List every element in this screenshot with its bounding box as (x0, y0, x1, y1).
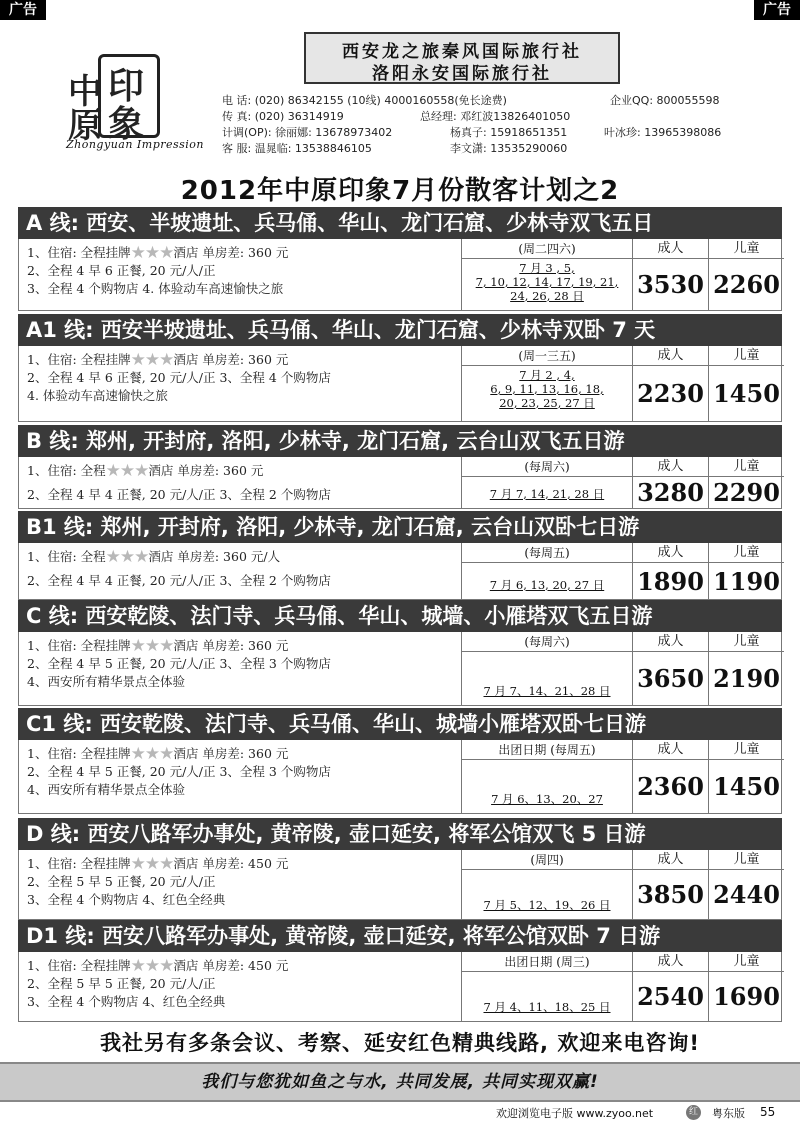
route-body (18, 740, 782, 814)
adult-price: 3280 (632, 477, 708, 509)
room-supplement: 酒店 单房差: 360 元 (173, 746, 289, 761)
route-desc-line: 2、全程 5 早 5 正餐, 20 元/人/正 (27, 976, 216, 991)
schedule-label: (每周六) (462, 457, 632, 477)
schedule-label: 出团日期 (周三) (462, 952, 632, 972)
adult-price: 3850 (632, 870, 708, 920)
accommodation-label: 1、住宿: 全程挂牌 (27, 856, 131, 871)
departure-dates: 7 月 3 , 5, (519, 261, 575, 275)
route-desc-line: 2、全程 5 早 5 正餐, 20 元/人/正 (27, 874, 216, 889)
route-desc-line: 2、全程 4 早 5 正餐, 20 元/人/正 3、全程 3 个购物店 (27, 764, 331, 779)
adult-column-header: 成人 (632, 346, 708, 366)
price-grid (461, 457, 783, 508)
route-desc-line: 4. 体验动车高速愉快之旅 (27, 388, 168, 403)
route-body (18, 850, 782, 920)
child-column-header: 儿童 (708, 346, 784, 366)
departure-dates: 7 月 7, 14, 21, 28 日 (489, 487, 605, 501)
child-price: 1690 (708, 972, 784, 1022)
child-price: 1190 (708, 563, 784, 600)
route-desc-line (27, 243, 288, 263)
badge-icon: 红 (686, 1105, 701, 1120)
adult-column-header: 成人 (632, 632, 708, 652)
adult-column-header: 成人 (632, 740, 708, 760)
star-rating-icon: ★★★ (130, 636, 174, 656)
zhongyuan-impression-logo (62, 50, 205, 160)
child-column-header: 儿童 (708, 543, 784, 563)
route-desc-line (27, 636, 288, 656)
price-grid (461, 850, 783, 919)
child-price: 2190 (708, 652, 784, 706)
route-title: C 线: 西安乾陵、法门寺、兵马俑、华山、城墙、小雁塔双飞五日游 (18, 600, 782, 632)
footer-slogan: 我社另有多条会议、考察、延安红色精典线路, 欢迎来电咨询! (100, 1031, 700, 1055)
route-desc-line (27, 461, 263, 481)
route-title: C1 线: 西安乾陵、法门寺、兵马俑、华山、城墙小雁塔双卧七日游 (18, 708, 782, 740)
route-desc-line: 2、全程 4 早 6 正餐, 20 元/人/正 (27, 263, 216, 278)
route-section (18, 818, 782, 920)
departure-dates: 7 月 6、13、20、27 (491, 792, 603, 806)
child-column-header: 儿童 (708, 740, 784, 760)
adult-price: 3650 (632, 652, 708, 706)
adult-column-header: 成人 (632, 239, 708, 259)
departure-dates: 20, 23, 25, 27 日 (499, 396, 595, 410)
departure-dates: 7, 10, 12, 14, 17, 19, 21, (475, 275, 619, 289)
route-section (18, 511, 782, 600)
route-section (18, 314, 782, 422)
accommodation-label: 1、住宿: 全程挂牌 (27, 958, 131, 973)
accommodation-label: 1、住宿: 全程 (27, 463, 106, 478)
departure-dates: 7 月 2 , 4, (519, 368, 575, 382)
contact-qq: 企业QQ: 800055598 (610, 94, 720, 107)
room-supplement: 酒店 单房差: 360 元 (148, 463, 264, 478)
agency-name: 西安龙之旅秦风国际旅行社 (342, 42, 582, 62)
route-desc-line: 2、全程 4 早 6 正餐, 20 元/人/正 3、全程 4 个购物店 (27, 370, 331, 385)
price-grid (461, 740, 783, 813)
adult-price: 1890 (632, 563, 708, 600)
accommodation-label: 1、住宿: 全程 (27, 549, 106, 564)
accommodation-label: 1、住宿: 全程挂牌 (27, 746, 131, 761)
route-desc-line (27, 956, 288, 976)
ad-tag-right: 广告 (754, 0, 800, 20)
route-desc-line: 2、全程 4 早 5 正餐, 20 元/人/正 3、全程 3 个购物店 (27, 656, 331, 671)
route-title: B1 线: 郑州, 开封府, 洛阳, 少林寺, 龙门石窟, 云台山双卧七日游 (18, 511, 782, 543)
route-section (18, 600, 782, 706)
price-grid (461, 346, 783, 421)
route-desc-line (27, 744, 288, 764)
child-price: 2260 (708, 259, 784, 311)
route-desc-line: 4、西安所有精华景点全体验 (27, 782, 185, 797)
route-section (18, 207, 782, 311)
star-rating-icon: ★★★ (130, 744, 174, 764)
route-desc-line (27, 854, 288, 874)
adult-price: 3530 (632, 259, 708, 311)
child-price: 1450 (708, 366, 784, 422)
page-title: 2012年中原印象7月份散客计划之2 (180, 176, 620, 206)
price-grid (461, 239, 783, 310)
accommodation-label: 1、住宿: 全程挂牌 (27, 245, 131, 260)
route-section (18, 425, 782, 509)
route-title: D 线: 西安八路军办事处, 黄帝陵, 壶口延安, 将军公馆双飞 5 日游 (18, 818, 782, 850)
contact-fax: 传 真: (020) 36314919 (222, 110, 344, 123)
agency-name-box (304, 32, 620, 84)
star-rating-icon: ★★★ (105, 461, 149, 481)
star-rating-icon: ★★★ (105, 547, 149, 567)
room-supplement: 酒店 单房差: 450 元 (173, 958, 289, 973)
footer-band: 我们与您犹如鱼之与水, 共同发展, 共同实现双赢! (0, 1062, 800, 1102)
route-body (18, 239, 782, 311)
accommodation-label: 1、住宿: 全程挂牌 (27, 638, 131, 653)
logo-english-name: Zhongyuan Impression (66, 138, 205, 151)
route-body (18, 457, 782, 509)
route-title: A 线: 西安、半坡遗址、兵马俑、华山、龙门石窟、少林寺双飞五日 (18, 207, 782, 239)
star-rating-icon: ★★★ (130, 350, 174, 370)
adult-price: 2360 (632, 760, 708, 814)
star-rating-icon: ★★★ (130, 243, 174, 263)
child-price: 2290 (708, 477, 784, 509)
route-body (18, 346, 782, 422)
logo-char: 印 (108, 65, 145, 107)
child-column-header: 儿童 (708, 850, 784, 870)
schedule-label: (周四) (462, 850, 632, 870)
route-desc-line (27, 350, 288, 370)
child-column-header: 儿童 (708, 457, 784, 477)
ad-tag-left: 广告 (0, 0, 46, 20)
route-desc-line: 2、全程 4 早 4 正餐, 20 元/人/正 3、全程 2 个购物店 (27, 487, 331, 502)
logo-char: 原 (68, 106, 102, 146)
adult-price: 2540 (632, 972, 708, 1022)
departure-dates: 7 月 7、14、21、28 日 (483, 684, 611, 698)
route-desc-line (27, 547, 280, 567)
footer-badge (686, 1104, 701, 1120)
child-price: 1450 (708, 760, 784, 814)
room-supplement: 酒店 单房差: 360 元/人 (148, 549, 281, 564)
schedule-label: 出团日期 (每周五) (462, 740, 632, 760)
route-desc-line: 3、全程 4 个购物店 4. 体验动车高速愉快之旅 (27, 281, 284, 296)
star-rating-icon: ★★★ (130, 854, 174, 874)
agency-name: 洛阳永安国际旅行社 (372, 64, 552, 84)
adult-column-header: 成人 (632, 952, 708, 972)
logo-char: 中 (68, 72, 102, 112)
child-column-header: 儿童 (708, 632, 784, 652)
footer-page-number: 55 (760, 1105, 776, 1119)
route-desc-line: 2、全程 4 早 4 正餐, 20 元/人/正 3、全程 2 个购物店 (27, 573, 331, 588)
adult-price: 2230 (632, 366, 708, 422)
route-title: B 线: 郑州, 开封府, 洛阳, 少林寺, 龙门石窟, 云台山双飞五日游 (18, 425, 782, 457)
footer-edition: 粤东版 (712, 1107, 745, 1120)
route-body (18, 632, 782, 706)
route-desc-line: 3、全程 4 个购物店 4、红色全经典 (27, 994, 226, 1009)
departure-dates: 6, 9, 11, 13, 16, 18, (490, 382, 604, 396)
room-supplement: 酒店 单房差: 360 元 (173, 352, 289, 367)
contact-phone: 电 话: (020) 86342155 (10线) 4000160558(免长途费) (222, 94, 507, 107)
adult-column-header: 成人 (632, 543, 708, 563)
contact-service: 客 服: 温晁临: 13538846105 (222, 142, 372, 155)
child-column-header: 儿童 (708, 239, 784, 259)
route-desc-line: 3、全程 4 个购物店 4、红色全经典 (27, 892, 226, 907)
price-grid (461, 632, 783, 705)
contact-op: 计调(OP): 徐丽娜: 13678973402 (222, 126, 393, 139)
departure-dates: 24, 26, 28 日 (510, 289, 584, 303)
schedule-label: (每周六) (462, 632, 632, 652)
departure-dates: 7 月 4、11、18、25 日 (483, 1000, 611, 1014)
route-body (18, 543, 782, 600)
accommodation-label: 1、住宿: 全程挂牌 (27, 352, 131, 367)
room-supplement: 酒店 单房差: 360 元 (173, 245, 289, 260)
room-supplement: 酒店 单房差: 450 元 (173, 856, 289, 871)
route-desc-line: 4、西安所有精华景点全体验 (27, 674, 185, 689)
price-grid (461, 543, 783, 599)
footer-website: 欢迎浏览电子版 www.zyoo.net (496, 1107, 654, 1120)
contact-op: 杨真子: 15918651351 (450, 126, 568, 139)
child-column-header: 儿童 (708, 952, 784, 972)
schedule-label: (周二四六) (462, 239, 632, 259)
child-price: 2440 (708, 870, 784, 920)
route-title: D1 线: 西安八路军办事处, 黄帝陵, 壶口延安, 将军公馆双卧 7 日游 (18, 920, 782, 952)
star-rating-icon: ★★★ (130, 956, 174, 976)
logo-char: 象 (108, 103, 145, 145)
departure-dates: 7 月 5、12、19、26 日 (483, 898, 611, 912)
schedule-label: (周一三五) (462, 346, 632, 366)
adult-column-header: 成人 (632, 850, 708, 870)
route-section (18, 920, 782, 1022)
contact-op: 叶冰珍: 13965398086 (604, 126, 722, 139)
adult-column-header: 成人 (632, 457, 708, 477)
departure-dates: 7 月 6, 13, 20, 27 日 (489, 578, 605, 592)
route-body (18, 952, 782, 1022)
room-supplement: 酒店 单房差: 360 元 (173, 638, 289, 653)
contact-service: 李文潇: 13535290060 (450, 142, 568, 155)
route-title: A1 线: 西安半坡遗址、兵马俑、华山、龙门石窟、少林寺双卧 7 天 (18, 314, 782, 346)
schedule-label: (每周五) (462, 543, 632, 563)
route-section (18, 708, 782, 814)
price-grid (461, 952, 783, 1021)
contact-manager: 总经理: 邓红波13826401050 (420, 110, 571, 123)
